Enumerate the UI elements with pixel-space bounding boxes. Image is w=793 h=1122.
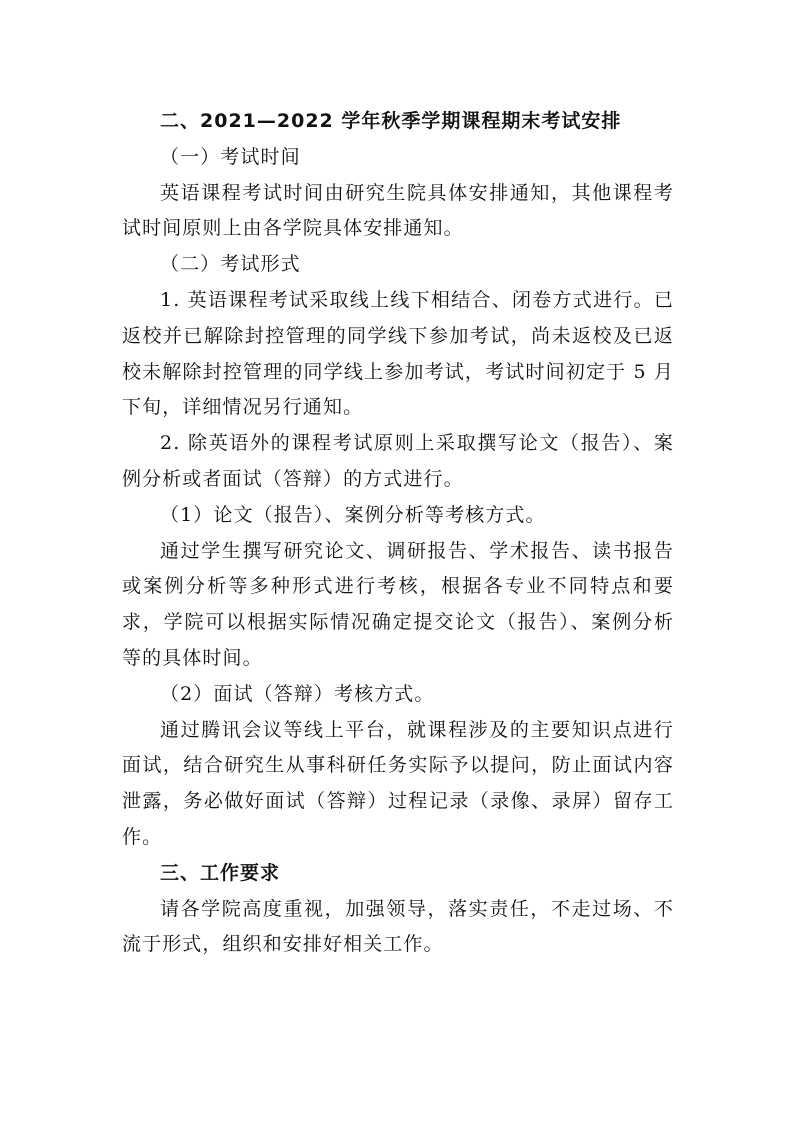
- subheading-exam-time: （一）考试时间: [160, 145, 301, 168]
- subheading-exam-format: （二）考试形式: [160, 253, 301, 276]
- paragraph-interview-assessment: 通过腾讯会议等线上平台，就课程涉及的主要知识点进行面试，结合研究生从事科研任务实际予以提问，防止面试内容泄露，务必做好面试（答辩）过程记录（录像、录屏）留存工作。: [122, 718, 674, 848]
- subheading-paper-assessment: （1）论文（报告）、案例分析等考核方式。: [160, 503, 546, 526]
- paragraph-english-exam: 1. 英语课程考试采取线上线下相结合、闭卷方式进行。已返校并已解除封控管理的同学线下参加考试，尚未返校及已返校未解除封控管理的同学线上参加考试，考试时间初定于 5 月下旬，详细情况另行通知。: [122, 288, 674, 419]
- paragraph-exam-time: 英语课程考试时间由研究生院具体安排通知，其他课程考试时间原则上由各学院具体安排通知。: [122, 181, 674, 240]
- paragraph-other-courses: 2. 除英语外的课程考试原则上采取撰写论文（报告）、案例分析或者面试（答辩）的方式进行。: [122, 432, 674, 490]
- section-heading-work-requirements: 三、工作要求: [160, 861, 281, 884]
- document-body: [122, 104, 674, 963]
- paragraph-paper-assessment: 通过学生撰写研究论文、调研报告、学术报告、读书报告或案例分析等多种形式进行考核，根据各专业不同特点和要求，学院可以根据实际情况确定提交论文（报告）、案例分析等的具体时间。: [122, 539, 674, 669]
- subheading-interview-assessment: （2）面试（答辩）考核方式。: [160, 682, 435, 705]
- section-heading-exam-arrangement: 二、2021—2022 学年秋季学期课程期末考试安排: [160, 110, 622, 132]
- paragraph-work-requirements: 请各学院高度重视，加强领导，落实责任，不走过场、不流于形式，组织和安排好相关工作。: [122, 897, 674, 956]
